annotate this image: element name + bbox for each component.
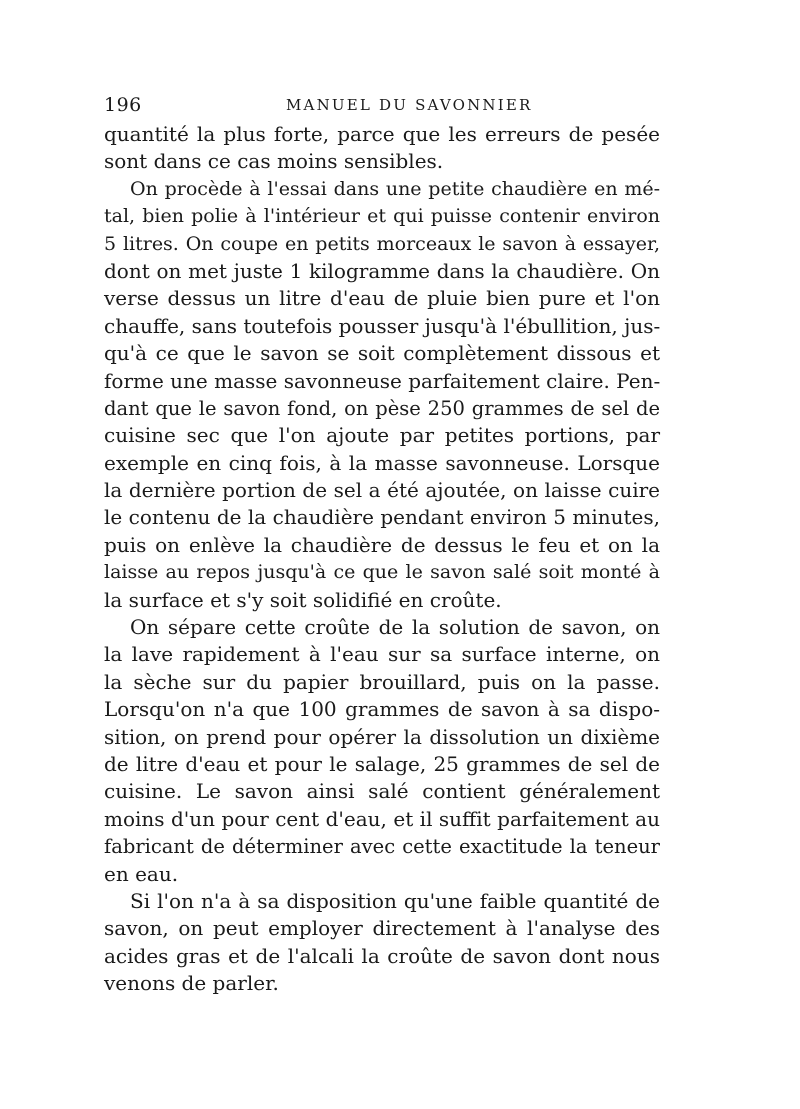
text-line: dant que le savon fond, on pèse 250 grammes de sel de: [104, 396, 660, 420]
text-line: Si l'on n'a à sa disposition qu'une faible quantité de: [130, 888, 660, 913]
text-line: laisse au repos jusqu'à ce que le savon salé soit monté à: [104, 561, 660, 584]
text-line: sont dans ce cas moins sensibles.: [104, 149, 444, 174]
text-line: On procède à l'essai dans une petite chaudière en mé-: [130, 177, 660, 200]
text-line: la surface et s'y soit solidifié en croûte.: [104, 587, 502, 612]
paragraph: [104, 614, 660, 888]
text-line: puis on enlève la chaudière de dessus le feu et on la: [104, 532, 660, 557]
paragraph: [104, 176, 660, 614]
text-line: de litre d'eau et pour le salage, 25 grammes de sel de: [104, 751, 660, 776]
running-title: MANUEL DU SAVONNIER: [286, 96, 533, 114]
text-line: exemple en cinq fois, à la masse savonneuse. Lorsque: [104, 450, 660, 475]
body-text: [104, 121, 660, 998]
text-line: venons de parler.: [104, 971, 279, 996]
text-line: sition, on prend pour opérer la dissolution un dixième: [104, 724, 660, 749]
paragraph: [104, 888, 660, 998]
text-line: le contenu de la chaudière pendant environ 5 minutes,: [104, 505, 660, 530]
text-line: On sépare cette croûte de la solution de savon, on: [130, 615, 660, 640]
text-line: qu'à ce que le savon se soit complètement dissous et: [104, 341, 660, 366]
text-line: en eau.: [104, 861, 179, 886]
text-line: chauffe, sans toutefois pousser jusqu'à l'ébullition, jus-: [104, 313, 661, 338]
text-line: 5 litres. On coupe en petits morceaux le savon à essayer,: [104, 232, 660, 255]
text-line: la sèche sur du papier brouillard, puis on la passe.: [104, 669, 660, 694]
text-line: la lave rapidement à l'eau sur sa surface interne, on: [104, 642, 660, 667]
text-line: quantité la plus forte, parce que les erreurs de pesée: [104, 122, 660, 146]
text-line: fabricant de déterminer avec cette exactitude la teneur: [104, 835, 660, 859]
page-header: [104, 94, 664, 118]
text-line: tal, bien polie à l'intérieur et qui puisse contenir environ: [104, 205, 660, 228]
text-line: cuisine sec que l'on ajoute par petites portions, par: [104, 423, 660, 448]
text-line: Lorsqu'on n'a que 100 grammes de savon à sa dispo-: [104, 697, 660, 722]
text-line: verse dessus un litre d'eau de pluie bien pure et l'on: [104, 286, 660, 311]
text-line: acides gras et de l'alcali la croûte de savon dont nous: [104, 943, 660, 968]
text-line: forme une masse savonneuse parfaitement claire. Pen-: [104, 368, 661, 393]
text-line: la dernière portion de sel a été ajoutée, on laisse cuire: [104, 478, 660, 503]
text-line: dont on met juste 1 kilogramme dans la chaudière. On: [104, 258, 660, 283]
page-number: 196: [104, 94, 142, 116]
text-line: cuisine. Le savon ainsi salé contient généralement: [104, 779, 660, 804]
paragraph: [104, 121, 660, 176]
text-line: moins d'un pour cent d'eau, et il suffit parfaitement au: [104, 806, 660, 831]
text-line: savon, on peut employer directement à l'analyse des: [104, 916, 660, 941]
